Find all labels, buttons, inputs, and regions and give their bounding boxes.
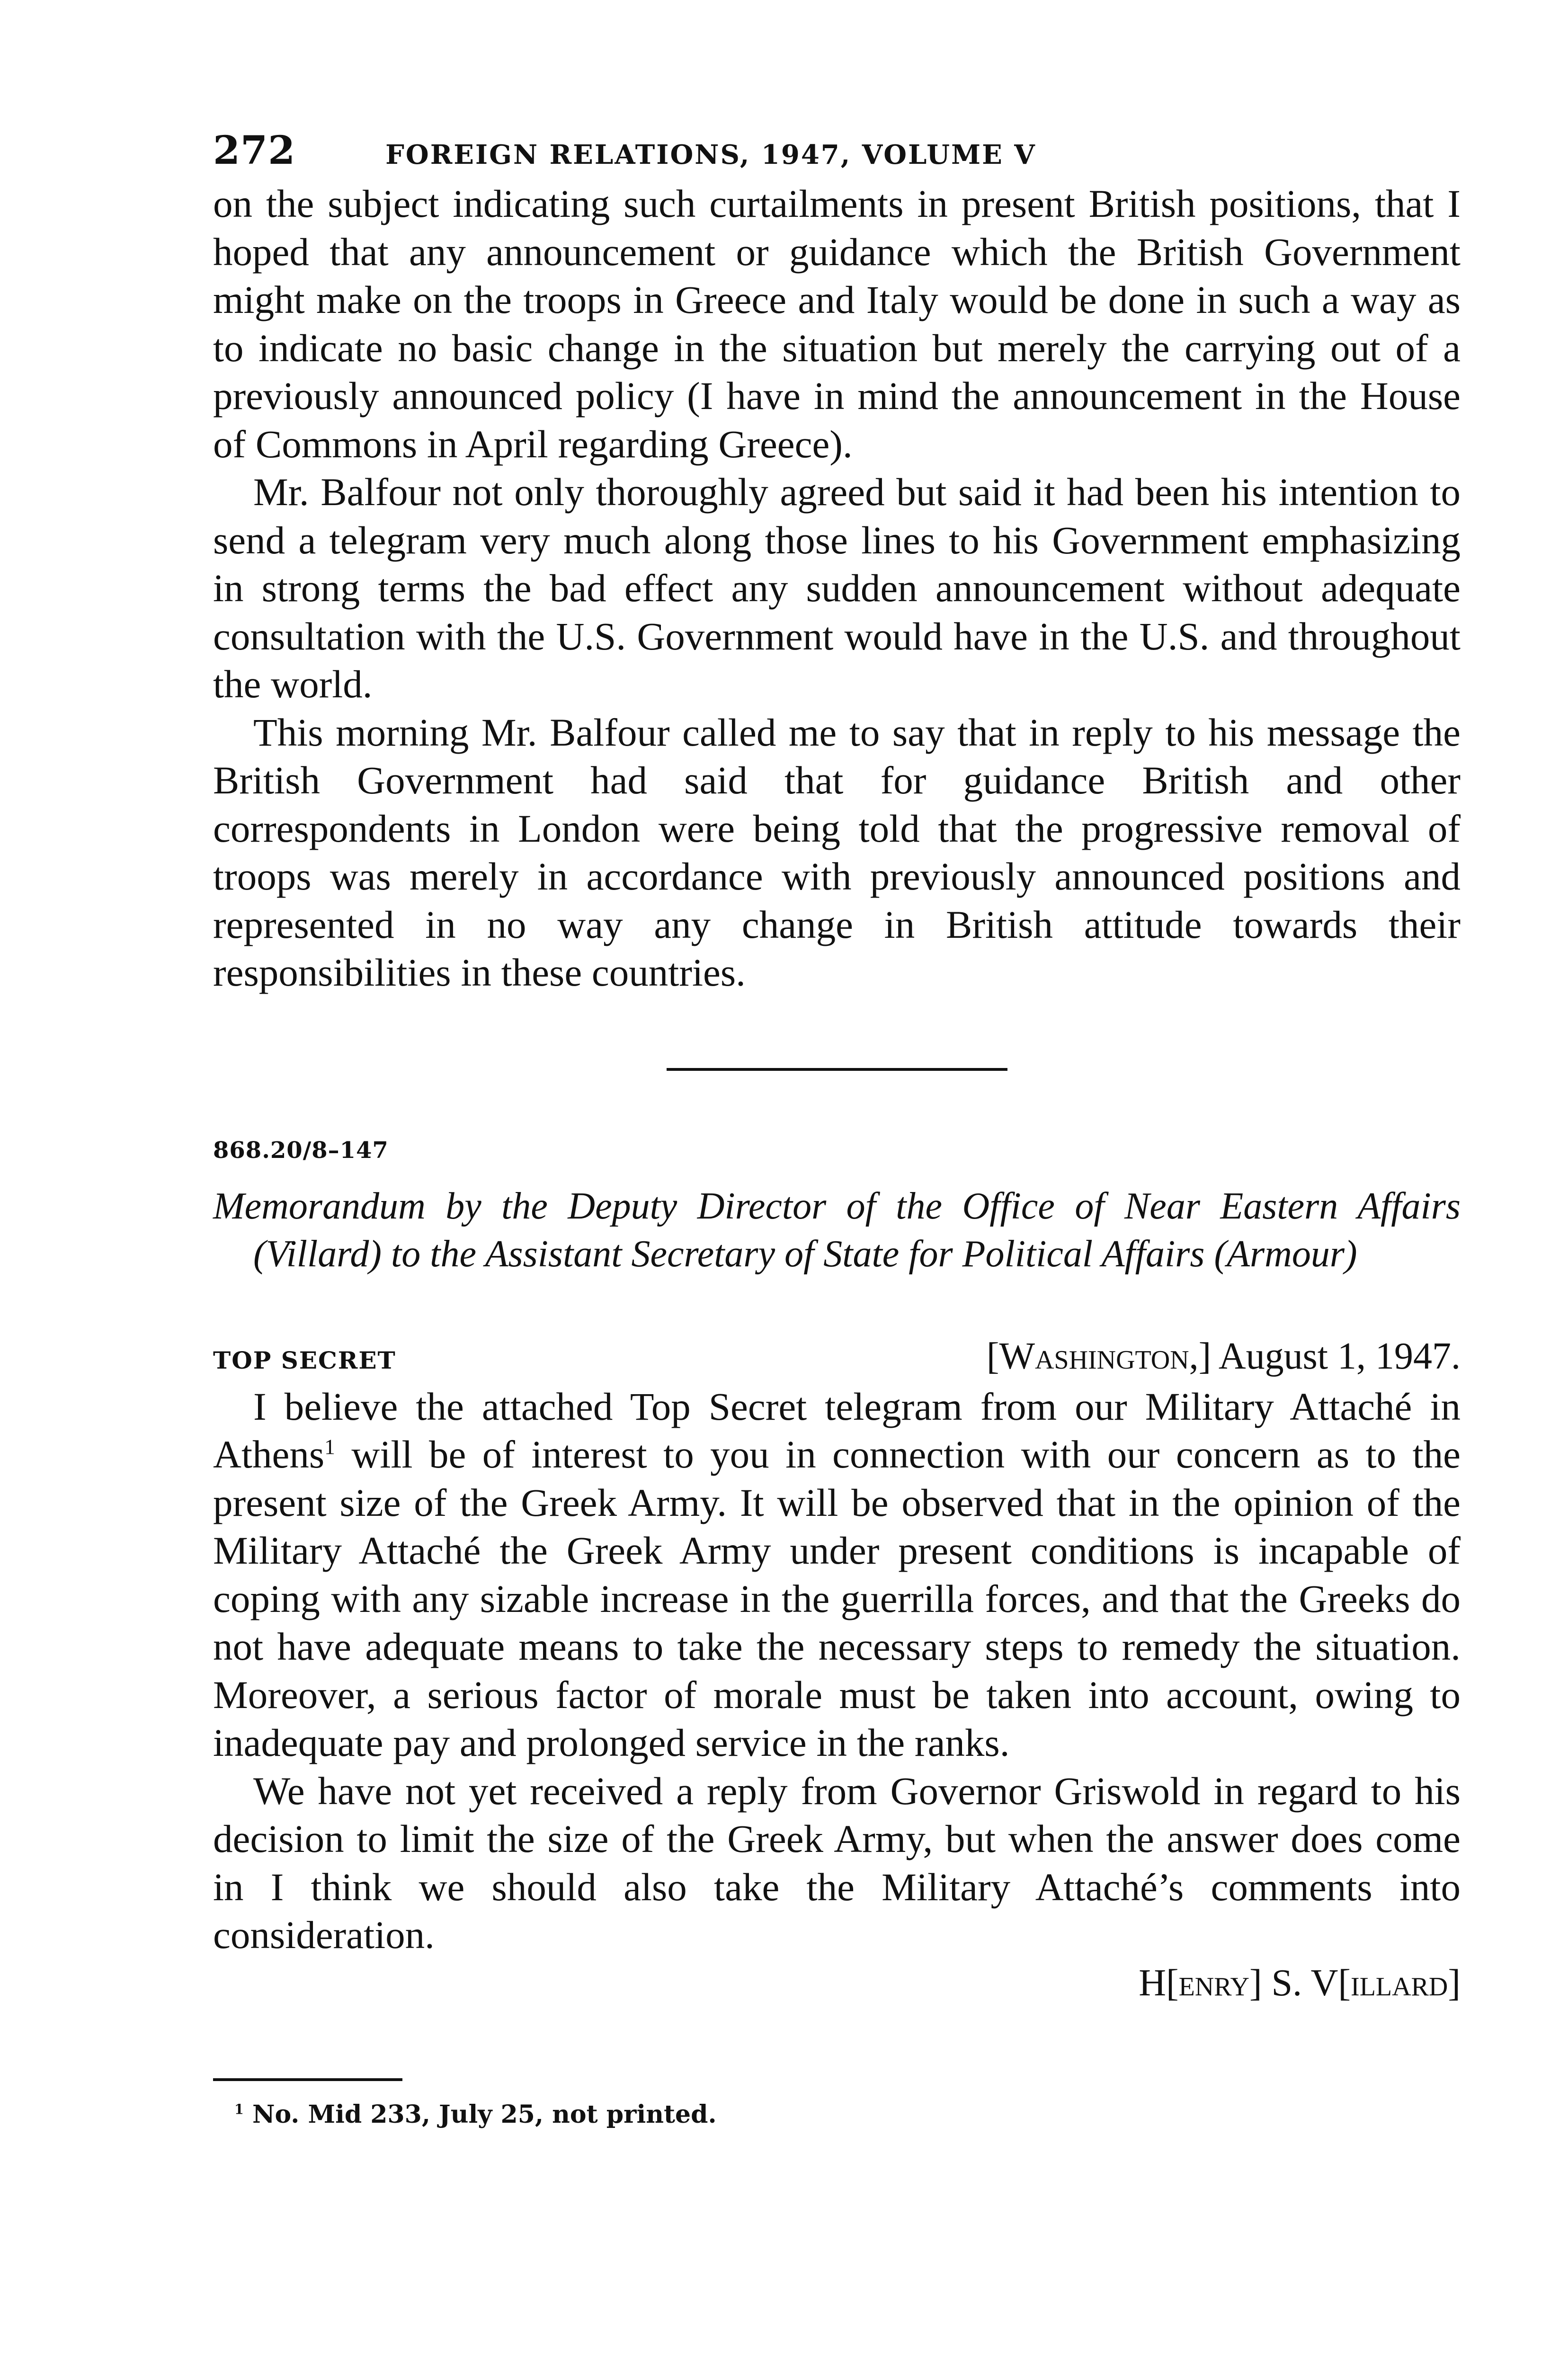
footnote-marker: 1 bbox=[234, 2101, 244, 2118]
footnote-text: No. Mid 233, July 25, not printed. bbox=[243, 2100, 717, 2129]
section-divider bbox=[667, 1068, 1007, 1071]
dateline-row bbox=[213, 1335, 1461, 1378]
footnote bbox=[234, 2100, 1461, 2129]
continuation-paragraph: Mr. Balfour not only thoroughly agreed but said it had been his intention to send a telegram very much along those lines to his Government emphasizing in strong terms the bad effect any sudden announcement without adequate consultation with the U.S. Government would have in the U.S. and throughout the world. bbox=[213, 470, 1461, 706]
continuation-paragraph: This morning Mr. Balfour called me to say that in reply to his message the British Government had said that for guidance British and other correspondents in London were being told that the progressive removal of troops was merely in accordance with previously announced positions and represented in no way any change in British attitude towards their responsibilities in these countries. bbox=[213, 710, 1461, 994]
dateline bbox=[987, 1335, 1461, 1378]
running-head bbox=[213, 128, 1461, 180]
continuation-paragraph: on the subject indicating such curtailments in present British positions, that I hoped that any announcement or guidance which the British Government might make on the troops in Greece and Italy would be done in such a way as to indicate no basic change in the situation but merely the carrying out of a previously announced policy (I have in mind the announcement in the House of Commons in April regarding Greece). bbox=[213, 182, 1461, 466]
file-number: 868.20/8–147 bbox=[213, 1137, 389, 1164]
memo-body bbox=[213, 1383, 1461, 1959]
dateline-place: [Washington,] bbox=[986, 1335, 1212, 1377]
document-heading: Memorandum by the Deputy Director of the Office of Near Eastern Affairs (Villard) to the Assistant Secretary of State for Political Affairs (Armour) bbox=[213, 1185, 1461, 1275]
page-number: 272 bbox=[213, 128, 296, 173]
classification-label: TOP SECRET bbox=[213, 1346, 396, 1374]
signature: H[enry] S. V[illard] bbox=[1139, 1962, 1461, 2004]
footnote-reference: 1 bbox=[324, 1434, 335, 1459]
page bbox=[213, 128, 1461, 2129]
memo-paragraph-text: will be of interest to you in connection with our concern as to the present size of the Greek Army. It will be observed that in the opinion of the Military Attaché the Greek Army under present conditions is incapable of coping with any sizable increase in the guerrilla forces, and that the Greeks do not have adequate means to take the necessary steps to remedy the situation. Moreover, a serious factor of morale must be taken into account, owing to inadequate pay and prolonged service in the ranks. bbox=[213, 1433, 1461, 1764]
memo-paragraph-text: I believe the attached Top Secret telegram from our Military Attaché in Athens bbox=[213, 1384, 1461, 1476]
memo-paragraph bbox=[213, 1383, 1461, 1767]
dateline-date: August 1, 1947. bbox=[1218, 1335, 1461, 1377]
footnote-rule bbox=[213, 2078, 402, 2081]
running-title: FOREIGN RELATIONS, 1947, VOLUME V bbox=[385, 139, 1036, 170]
memo-paragraph: We have not yet received a reply from Governor Griswold in regard to his decision to limit the size of the Greek Army, but when the answer does come in I think we should also take the Military Attaché’s comments into consideration. bbox=[213, 1769, 1461, 1957]
